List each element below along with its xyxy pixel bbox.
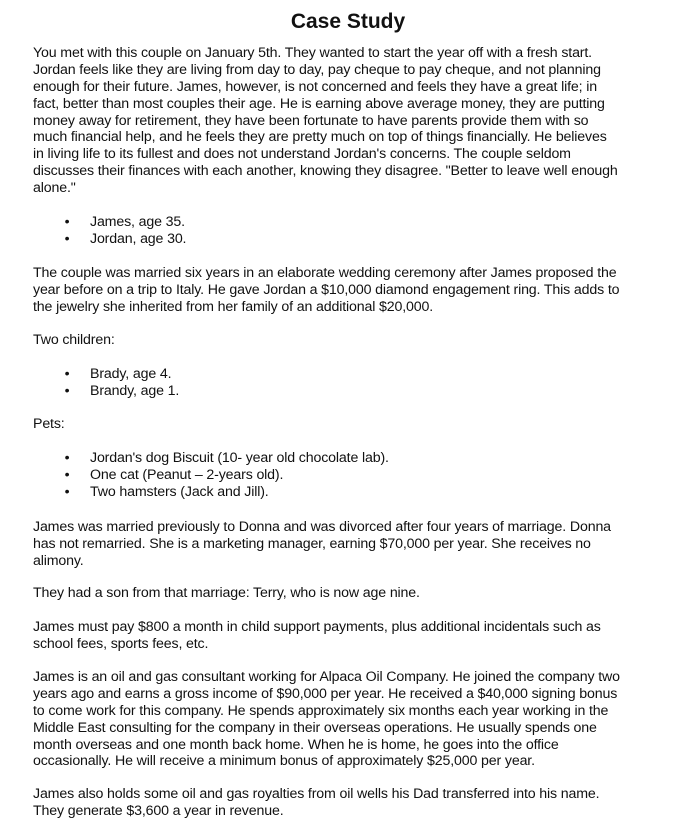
children-list <box>0 366 696 400</box>
intro-paragraph <box>33 45 683 197</box>
list-item <box>0 450 696 467</box>
paragraph-line: discusses their finances with each another, knowing they disagree. "Better to leave well enough <box>33 163 618 180</box>
list-item-text: Jordan, age 30. <box>90 231 187 248</box>
children-heading-block <box>33 332 683 349</box>
paragraph-line: They had a son from that marriage: Terry, who is now age nine. <box>33 585 420 601</box>
paragraph-line: occasionally. He will receive a minimum bonus of approximately $25,000 per year. <box>33 753 535 770</box>
employment-paragraph <box>33 669 683 770</box>
paragraph-line: month overseas and one month back home. When he is home, he goes into the office <box>33 736 559 753</box>
paragraph-line: Middle East consulting for the company in their overseas operations. He usually spends one <box>33 719 597 736</box>
list-item-text: One cat (Peanut – 2-years old). <box>90 467 284 484</box>
paragraph-line: year before on a trip to Italy. He gave Jordan a $10,000 diamond engagement ring. This adds to <box>33 281 620 298</box>
children-heading: Two children: <box>33 332 115 348</box>
child-support-paragraph <box>33 619 683 653</box>
royalties-paragraph <box>33 786 683 820</box>
couple-list <box>0 214 696 248</box>
list-item <box>0 366 696 383</box>
list-item-text: James, age 35. <box>90 214 185 230</box>
paragraph-line: enough for their future. James, however, is not concerned and feels they have a great life; in <box>33 78 597 95</box>
paragraph-line: money away for retirement, they have been fortunate to have parents provide them with so <box>33 112 589 129</box>
bullet-icon: • <box>64 484 70 501</box>
pets-list <box>0 450 696 502</box>
bullet-icon: • <box>64 214 70 230</box>
list-item-text: Jordan's dog Biscuit (10- year old chocolate lab). <box>90 450 389 466</box>
paragraph-line: The couple was married six years in an elaborate wedding ceremony after James proposed the <box>33 265 617 281</box>
list-item <box>0 484 696 501</box>
list-item <box>0 467 696 484</box>
paragraph-line: James must pay $800 a month in child support payments, plus additional incidentals such as <box>33 619 601 635</box>
paragraph-line: to come work for this company. He spends approximately six months each year working in the <box>33 702 609 719</box>
bullet-icon: • <box>64 450 70 466</box>
list-item <box>0 383 696 400</box>
bullet-icon: • <box>64 366 70 382</box>
paragraph-line: alone." <box>33 180 76 197</box>
paragraph-line: school fees, sports fees, etc. <box>33 635 209 652</box>
bullet-icon: • <box>64 231 70 248</box>
paragraph-line: the jewelry she inherited from her family of an additional $20,000. <box>33 298 434 315</box>
paragraph-line: James is an oil and gas consultant working for Alpaca Oil Company. He joined the company two <box>33 669 620 685</box>
previous-marriage-paragraph <box>33 519 683 570</box>
paragraph-line: James was married previously to Donna and was divorced after four years of marriage. Donna <box>33 519 611 535</box>
list-item-text: Two hamsters (Jack and Jill). <box>90 484 269 501</box>
paragraph-line: alimony. <box>33 552 84 569</box>
bullet-icon: • <box>64 383 70 400</box>
paragraph-line: in living life to its fullest and does not understand Jordan's concerns. The couple seldom <box>33 146 571 163</box>
marriage-paragraph <box>33 265 683 316</box>
list-item-text: Brady, age 4. <box>90 366 172 382</box>
paragraph-line: They generate $3,600 a year in revenue. <box>33 802 284 819</box>
list-item <box>0 231 696 248</box>
paragraph-line: fact, better than most couples their age. He is earning above average money, they are putting <box>33 95 605 112</box>
document-title: Case Study <box>290 10 406 33</box>
son-paragraph <box>33 585 683 602</box>
list-item-text: Brandy, age 1. <box>90 383 180 400</box>
pets-heading: Pets: <box>33 416 65 432</box>
paragraph-line: years ago and earns a gross income of $90,000 per year. He received a $40,000 signing bonus <box>33 685 618 702</box>
list-item <box>0 214 696 231</box>
paragraph-line: much financial help, and he feels they are pretty much on top of things financially. He believes <box>33 129 607 146</box>
bullet-icon: • <box>64 467 70 484</box>
paragraph-line: You met with this couple on January 5th. They wanted to start the year off with a fresh start. <box>33 45 592 61</box>
paragraph-line: Jordan feels like they are living from day to day, pay cheque to pay cheque, and not planning <box>33 61 601 78</box>
pets-heading-block <box>33 416 683 433</box>
paragraph-line: James also holds some oil and gas royalties from oil wells his Dad transferred into his name. <box>33 786 600 802</box>
paragraph-line: has not remarried. She is a marketing manager, earning $70,000 per year. She receives no <box>33 535 591 552</box>
